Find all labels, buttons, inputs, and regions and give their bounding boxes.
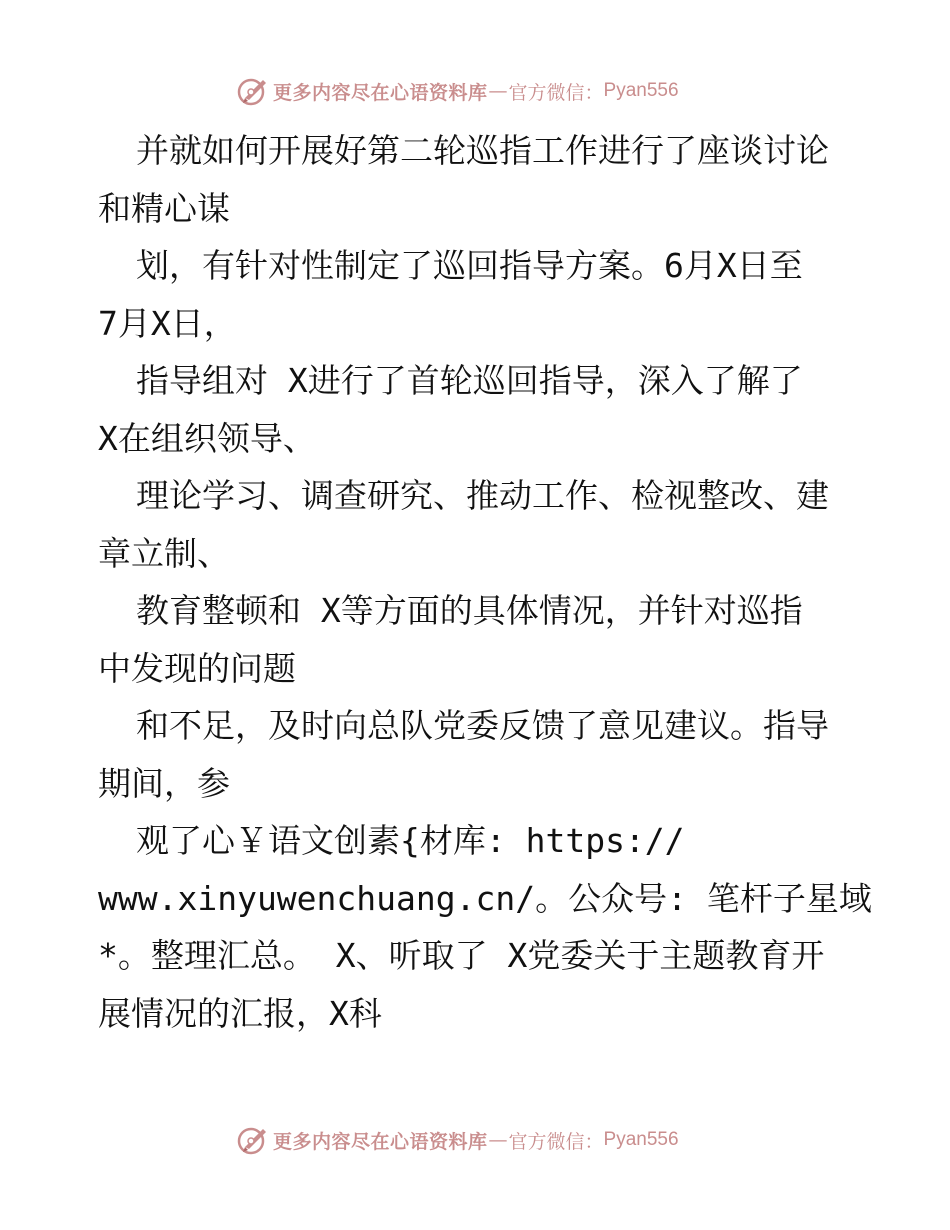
watermark-separator: — [488, 80, 508, 102]
text-line: 和精心谋 [98, 188, 230, 228]
watermark-label: 官方微信： [508, 1130, 604, 1153]
document-body [98, 122, 898, 1042]
text-line: www.xinyuwenchuang.cn/。公众号: 笔杆子星域 [98, 878, 872, 918]
text-line: 划，有针对性制定了巡回指导方案。6月X日至 [136, 246, 803, 285]
text-line: 期间，参 [98, 763, 230, 803]
footer-watermark [236, 1122, 679, 1158]
text-line: 展情况的汇报，X科 [98, 993, 382, 1033]
text-line: 7月X日， [98, 303, 237, 343]
watermark-label: 官方微信： [508, 81, 604, 104]
watermark-id: Pyan556 [603, 1129, 679, 1150]
text-line: 中发现的问题 [98, 648, 296, 688]
text-line: 和不足，及时向总队党委反馈了意见建议。指导 [136, 706, 829, 745]
text-line: *。整理汇总。 X、听取了 X党委关于主题教育开 [98, 936, 825, 975]
watermark-text: 更多内容尽在心语资料库 [273, 1130, 488, 1153]
text-line: X在组织领导、 [98, 418, 316, 458]
text-line: 教育整顿和 X等方面的具体情况，并针对巡指 [136, 591, 803, 630]
watermark-text: 更多内容尽在心语资料库 [273, 81, 488, 104]
quill-circle-icon [236, 74, 270, 108]
text-line: 理论学习、调查研究、推动工作、检视整改、建 [136, 476, 829, 515]
text-line: 观了心￥语文创素{材库: https:// [136, 821, 685, 860]
text-line: 指导组对 X进行了首轮巡回指导，深入了解了 [136, 361, 803, 400]
header-watermark [236, 73, 679, 109]
quill-circle-icon [236, 1123, 270, 1157]
text-line: 章立制、 [98, 533, 230, 573]
watermark-id: Pyan556 [603, 80, 679, 101]
text-line: 并就如何开展好第二轮巡指工作进行了座谈讨论 [136, 131, 829, 170]
watermark-separator: — [488, 1129, 508, 1151]
